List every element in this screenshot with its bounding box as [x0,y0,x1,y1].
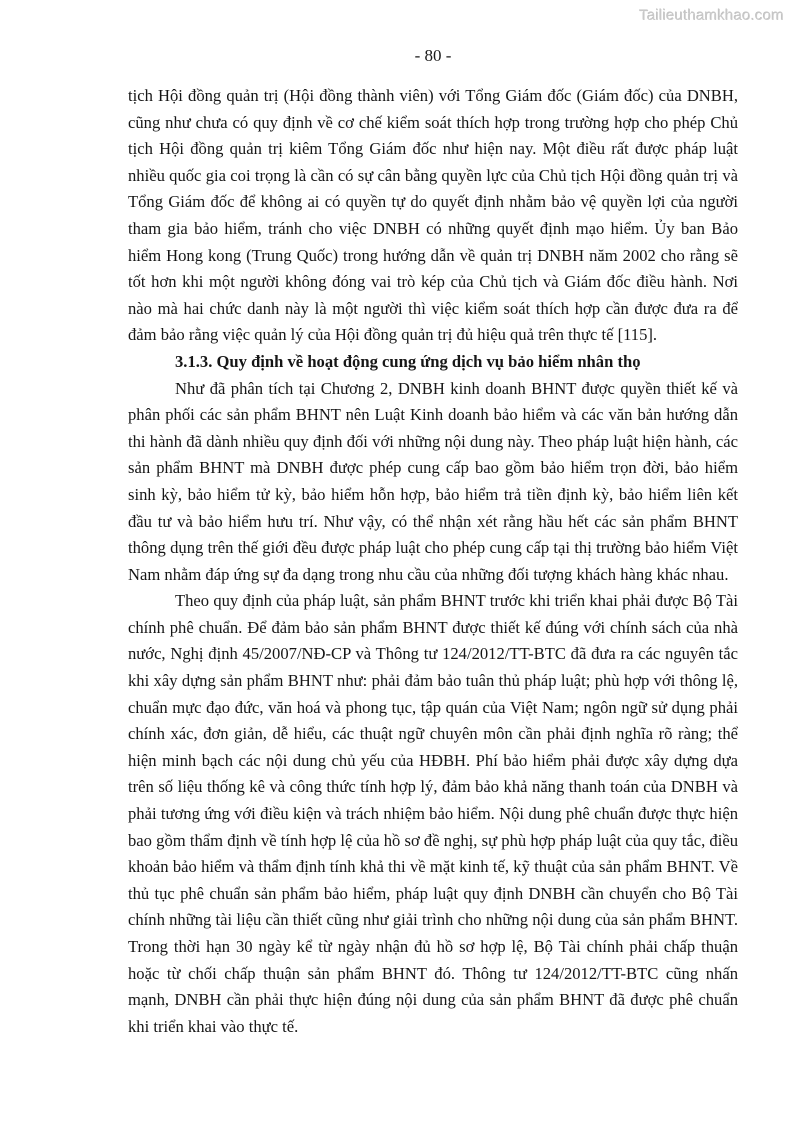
page-number: - 80 - [414,46,452,65]
paragraph-products: Như đã phân tích tại Chương 2, DNBH kinh doanh BHNT được quyền thiết kế và phân phối các sản phẩm BHNT nên Luật Kinh doanh bảo hiểm và các văn bản hướng dẫn thi hành đã dành nhiều quy định đối với những nội dung này. Theo pháp luật hiện hành, các sản phẩm BHNT mà DNBH được phép cung cấp bao gồm bảo hiểm trọn đời, bảo hiểm sinh kỳ, bảo hiểm tử kỳ, bảo hiểm hỗn hợp, bảo hiểm trả tiền định kỳ, bảo hiểm liên kết đầu tư và bảo hiểm hưu trí. Như vậy, có thể nhận xét rằng hầu hết các sản phẩm BHNT thông dụng trên thế giới đều được pháp luật cho phép cung cấp tại thị trường bảo hiểm Việt Nam nhằm đáp ứng sự đa dạng trong nhu cầu của những đối tượng khách hàng khác nhau. [128,378,738,584]
paragraph-continuation: tịch Hội đồng quản trị (Hội đồng thành viên) với Tổng Giám đốc (Giám đốc) của DNBH, cũng như chưa có quy định về cơ chế kiểm soát thích hợp trong trường hợp cho phép Chủ tịch Hội đồng quản trị kiêm Tổng Giám đốc như hiện nay. Một điều rất được pháp luật nhiều quốc gia coi trọng là cần có sự cân bằng quyền lực của Chủ tịch Hội đồng quản trị và Tổng Giám đốc để không ai có quyền tự do quyết định nhằm bảo vệ quyền lợi của người tham gia bảo hiểm, tránh cho việc DNBH có những quyết định mạo hiểm. Ủy ban Bảo hiểm Hong kong (Trung Quốc) trong hướng dẫn về quản trị DNBH năm 2002 cho rằng sẽ tốt hơn khi một người không đóng vai trò kép của Chủ tịch và Giám đốc điều hành. Nơi nào mà hai chức danh này là một người thì việc kiểm soát thích hợp cần được đưa ra để đảm bảo rằng việc quản lý của Hội đồng quản trị đủ hiệu quả trên thực tế [115]. [128,86,738,345]
paragraph-approval: Theo quy định của pháp luật, sản phẩm BHNT trước khi triển khai phải được Bộ Tài chính phê chuẩn. Để đảm bảo sản phẩm BHNT được thiết kế đúng với chính sách của nhà nước, Nghị định 45/2007/NĐ-CP và Thông tư 124/2012/TT-BTC đã đưa ra các nguyên tắc khi xây dựng sản phẩm BHNT như: phải đảm bảo tuân thủ pháp luật; phù hợp với thông lệ, chuẩn mực đạo đức, văn hoá và phong tục, tập quán của Việt Nam; ngôn ngữ sử dụng phải chính xác, đơn giản, dễ hiểu, các thuật ngữ chuyên môn cần phải định nghĩa rõ ràng; thể hiện minh bạch các nội dung chủ yếu của HĐBH. Phí bảo hiểm phải được xây dựng dựa trên số liệu thống kê và công thức tính hợp lý, đảm bảo khả năng thanh toán của DNBH và phải tương ứng với điều kiện và trách nhiệm bảo hiểm. Nội dung phê chuẩn được thực hiện bao gồm thẩm định về tính hợp lệ của hồ sơ đề nghị, sự phù hợp pháp luật của quy tắc, điều khoản bảo hiểm và thẩm định tính khả thi về mặt kinh tế, kỹ thuật của sản phẩm BHNT. Về thủ tục phê chuẩn sản phẩm bảo hiểm, pháp luật quy định DNBH cần chuyển cho Bộ Tài chính những tài liệu cần thiết cũng như giải trình cho những nội dung của sản phẩm BHNT. Trong thời hạn 30 ngày kể từ ngày nhận đủ hồ sơ hợp lệ, Bộ Tài chính phải chấp thuận hoặc từ chối chấp thuận sản phẩm BHNT đó. Thông tư 124/2012/TT-BTC cũng nhấn mạnh, DNBH cần phải thực hiện đúng nội dung của sản phẩm BHNT đã được phê chuẩn khi triển khai vào thực tế. [128,591,738,1036]
section-heading: 3.1.3. Quy định về hoạt động cung ứng dịch vụ bảo hiểm nhân thọ [175,351,641,371]
document-body [128,83,738,1040]
watermark-text: Tailieuthamkhao.com [639,7,784,24]
